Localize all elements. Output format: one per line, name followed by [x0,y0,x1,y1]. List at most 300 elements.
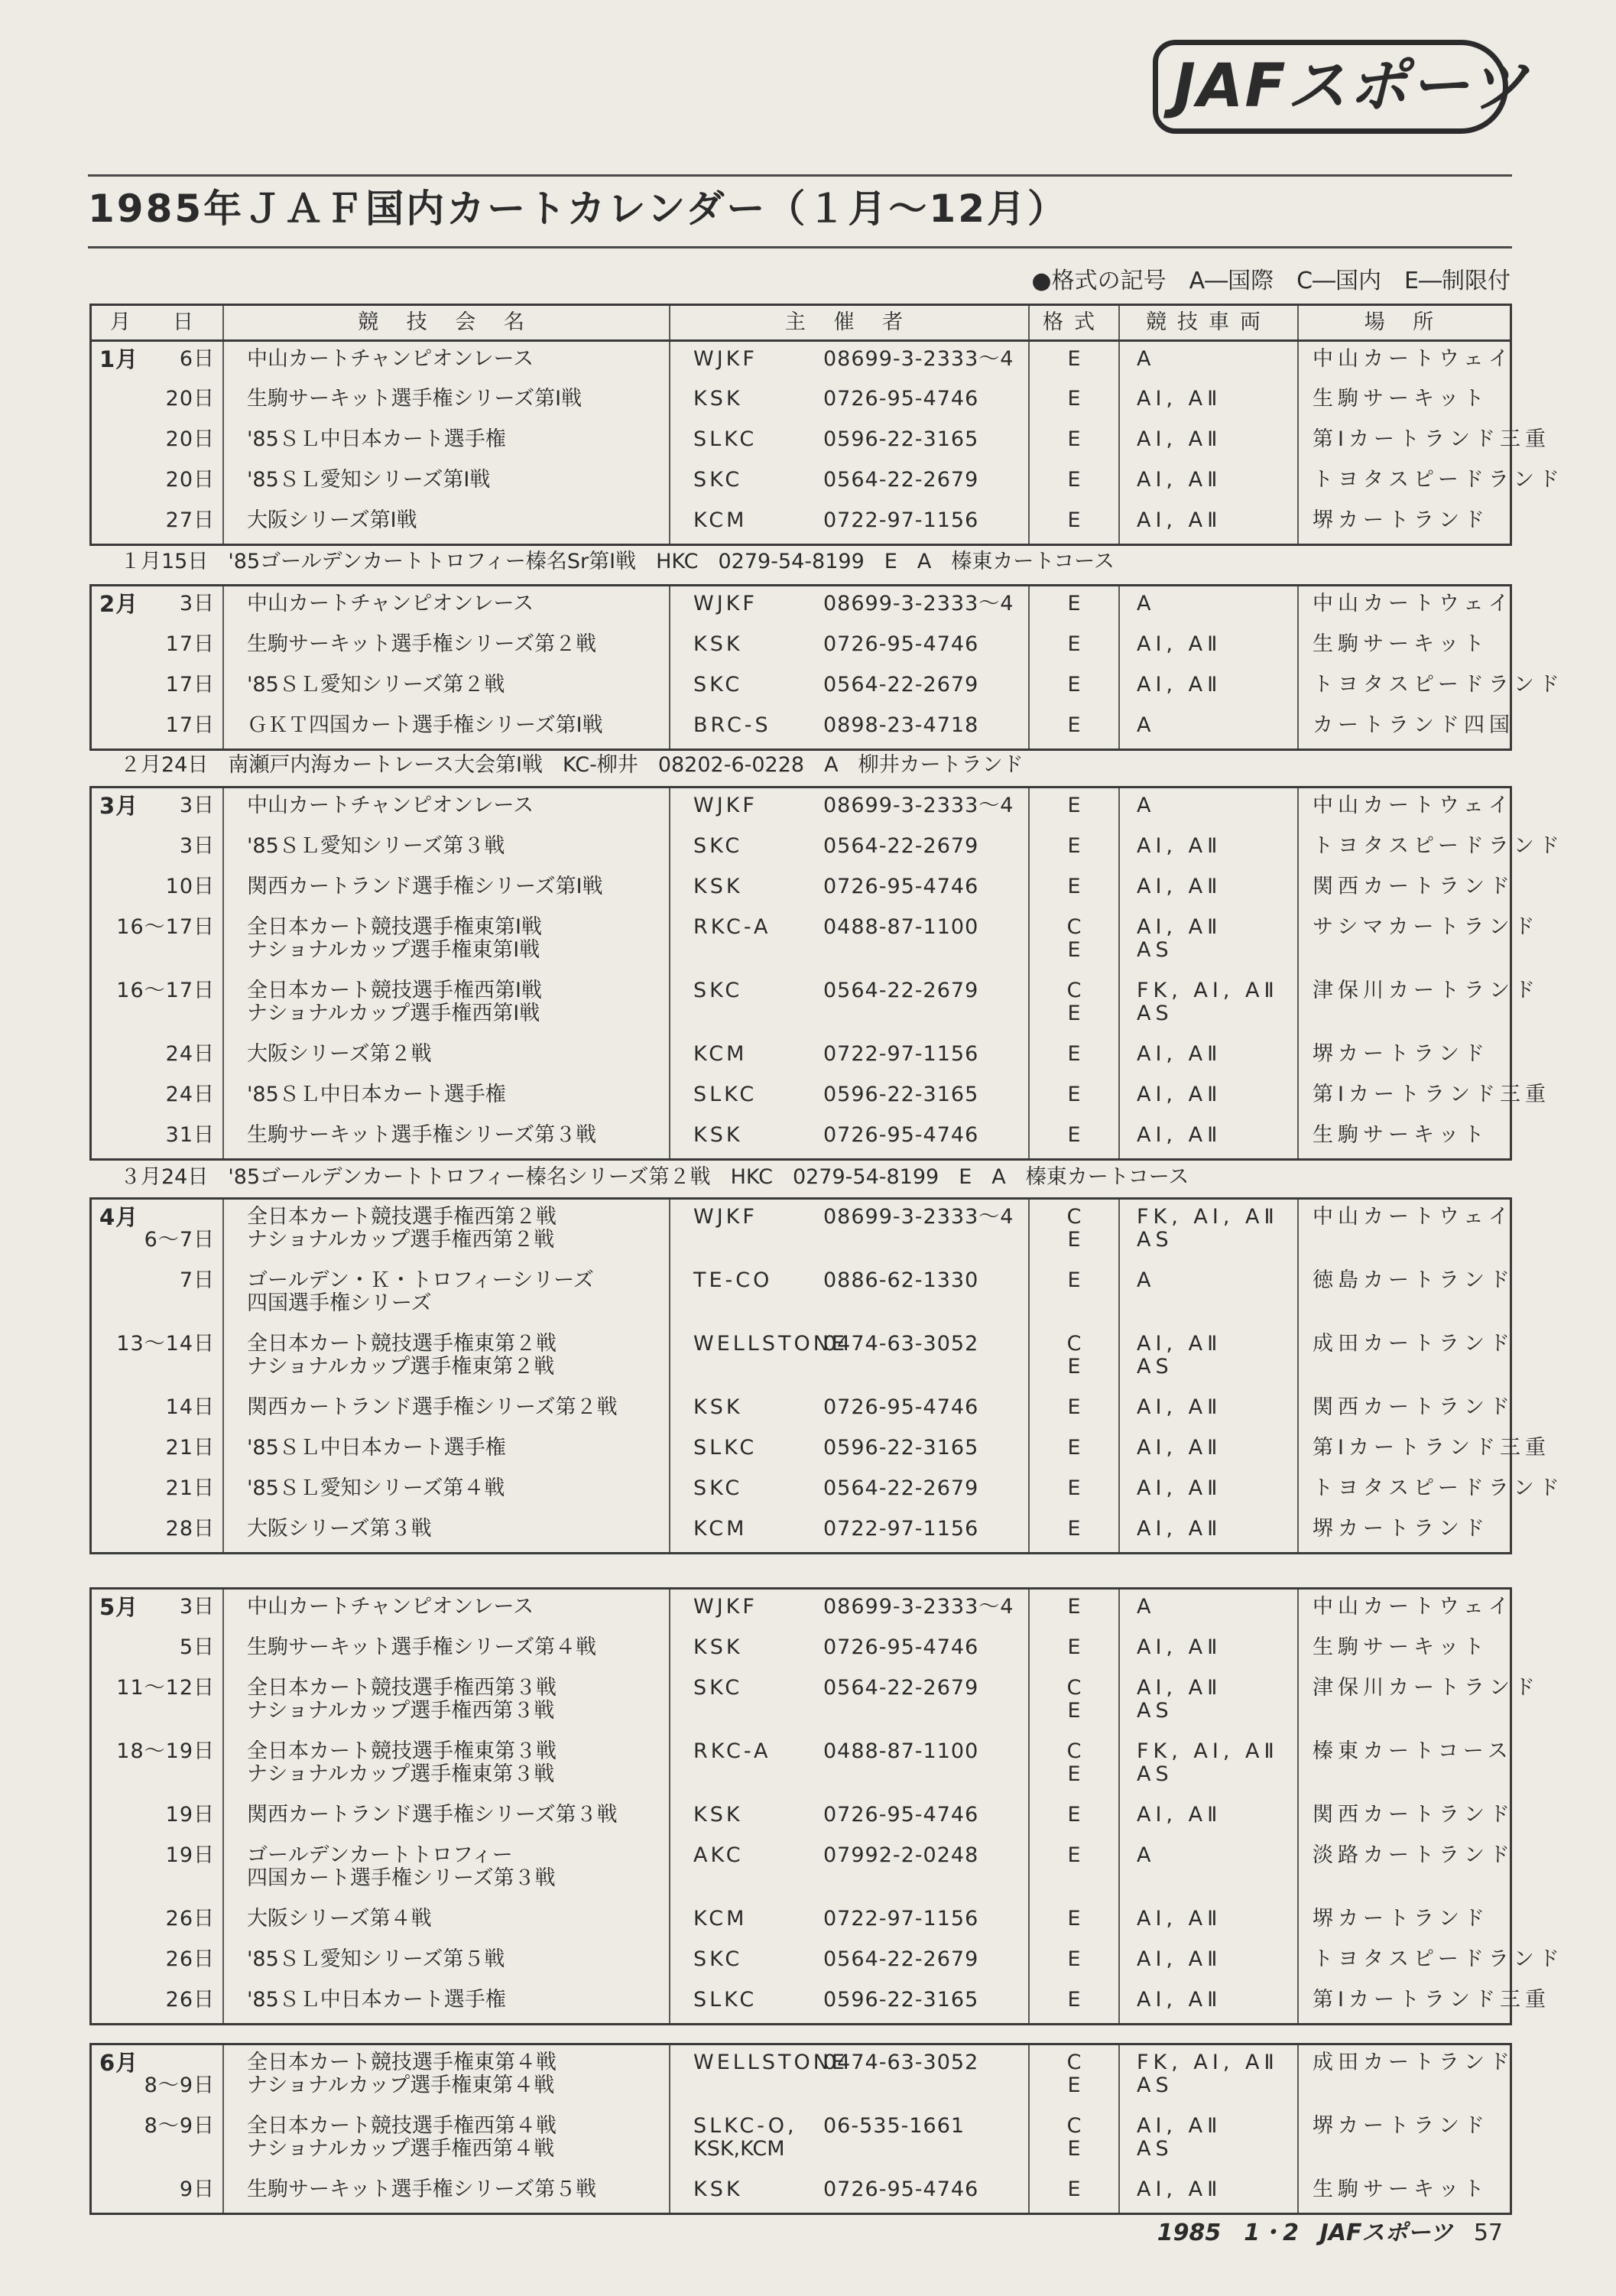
vehicle-cell [1119,1390,1298,1431]
event-cell [223,1901,670,1942]
day-label: 17日 [165,673,215,697]
venue-cell [1298,2045,1514,2109]
format-cell [1029,463,1119,503]
event-cell [223,1590,670,1630]
table-row [92,627,1510,667]
note-tel: 0279-54-8199 [718,550,865,573]
format-code: E [1067,2074,1081,2097]
calendar-table [92,1590,1564,2023]
organizer-cell [670,463,1029,503]
organizer-phone: 0596-22-3165 [823,1988,979,2012]
organizer-phone: 0726-95-4746 [823,1395,979,1419]
note-fmt: E [884,550,897,573]
format-code: E [1067,1803,1081,1827]
organizer-name-2: KSK,KCM [693,2137,785,2161]
event-name: 四国選手権シリーズ [247,1291,432,1315]
organizer-phone: 0564-22-2679 [823,467,979,492]
event-name: 四国カート選手権シリーズ第３戦 [247,1866,556,1890]
organizer-cell [670,1671,1029,1734]
organizer-phone: 0596-22-3165 [823,1436,979,1460]
organizer-cell [670,869,1029,910]
venue-name: 中山カートウェイ [1313,794,1514,817]
venue-cell [1298,1263,1514,1327]
date-cell [92,2045,223,2109]
format-cell [1029,667,1119,708]
organizer-name: AKC [693,1843,744,1867]
vehicle-class: A [1137,347,1156,371]
table-row [92,382,1510,422]
vehicle-cell [1119,1590,1298,1630]
event-cell [223,382,670,422]
day-label: 16〜17日 [116,979,215,1002]
organizer-phone: 0898-23-4718 [823,713,979,737]
format-code: E [1067,1517,1081,1541]
day-label: 8〜9日 [144,2114,215,2138]
format-code: E [1067,467,1081,492]
vehicle-cell [1119,1734,1298,1798]
format-cell [1029,422,1119,463]
vehicle-class: AS [1137,1228,1173,1252]
month-label: 4月 [99,1204,139,1230]
venue-cell [1298,503,1510,544]
vehicle-class: AS [1137,1762,1173,1786]
organizer-phone: 0726-95-4746 [823,2177,979,2201]
header-row [92,306,1510,341]
venue-cell [1298,463,1564,503]
date-cell [92,829,223,869]
note-date: ２月24日 [120,753,209,777]
venue-cell [1298,1671,1540,1734]
venue-cell [1298,586,1514,627]
venue-name: 堺カートランド [1313,1907,1489,1931]
vehicle-cell [1119,2172,1298,2213]
event-cell [223,910,670,973]
event-cell [223,1734,670,1798]
organizer-cell [670,2045,1029,2109]
calendar-table [92,586,1564,749]
vehicle-class: AⅠ, AⅡ [1137,427,1222,451]
day-label: 17日 [165,713,215,737]
organizer-name: SKC [693,467,743,492]
venue-cell [1298,910,1540,973]
organizer-cell [670,2172,1029,2213]
organizer-name: KSK [693,2177,743,2201]
table-row [92,1983,1510,2023]
format-code: E [1067,1843,1081,1867]
vehicle-cell [1119,503,1298,544]
vehicle-class: FK, AⅠ, AⅡ [1137,2051,1279,2074]
organizer-phone: 0722-97-1156 [823,1907,979,1931]
table-row [92,503,1510,544]
venue-cell [1298,2109,1510,2172]
format-cell [1029,1118,1119,1158]
event-cell [223,627,670,667]
date-cell [92,1263,223,1327]
day-label: 28日 [165,1517,215,1541]
event-name: 全日本カート競技選手権西第４戦 [247,2114,557,2138]
organizer-cell [670,1471,1029,1512]
organizer-cell [670,1734,1029,1798]
vehicle-cell [1119,1838,1298,1901]
format-cell [1029,1983,1119,2023]
day-label: 19日 [165,1803,215,1827]
organizer-name: SKC [693,673,743,697]
vehicle-cell [1119,1471,1298,1512]
event-cell [223,2172,670,2213]
event-cell [223,1263,670,1327]
organizer-phone: 08699-3-2333〜4 [823,347,1014,371]
organizer-cell [670,586,1029,627]
event-name: ゴールデン・Ｋ・トロフィーシリーズ [247,1268,594,1292]
format-cell [1029,341,1119,382]
date-cell [92,1200,223,1263]
date-cell [92,910,223,973]
date-cell [92,1077,223,1118]
day-label: 14日 [165,1395,215,1419]
venue-cell [1298,422,1550,463]
event-name: ナショナルカップ選手権東第２戦 [247,1355,555,1379]
format-cell [1029,382,1119,422]
organizer-name: RKC-A [693,915,771,939]
organizer-name: KCM [693,1042,748,1066]
format-code: E [1067,938,1081,962]
note-fmt: A [824,753,839,777]
header-venue: 場 所 [1298,306,1510,341]
organizer-name: WJKF [693,347,758,371]
organizer-phone: 0726-95-4746 [823,632,979,656]
table-row [92,1037,1510,1077]
organizer-name: SKC [693,1947,743,1971]
organizer-cell [670,1077,1029,1118]
venue-name: 堺カートランド [1313,2114,1489,2138]
event-name: ナショナルカップ選手権東第Ⅰ戦 [247,938,540,962]
venue-cell [1298,1901,1510,1942]
date-cell [92,341,223,382]
day-label: 26日 [165,1947,215,1971]
venue-name: 生駒サーキット [1313,1635,1489,1659]
table-row [92,341,1510,382]
organizer-phone: 0886-62-1330 [823,1268,979,1292]
venue-name: 堺カートランド [1313,508,1489,532]
format-code: E [1067,1083,1081,1106]
calendar-block [89,786,1564,1161]
day-label: 9日 [179,2177,215,2201]
vehicle-class: AⅠ, AⅡ [1137,673,1222,697]
organizer-cell [670,2109,1029,2172]
vehicle-class: AⅠ, AⅡ [1137,2114,1222,2138]
organizer-phone: 0726-95-4746 [823,386,979,411]
organizer-name: SKC [693,834,743,858]
vehicle-class: AⅠ, AⅡ [1137,1083,1222,1106]
venue-cell [1298,1077,1550,1118]
format-code: E [1067,1395,1081,1419]
date-cell [92,1983,223,2023]
vehicle-class: AⅠ, AⅡ [1137,632,1222,656]
event-name: '85ＳＬ中日本カート選手権 [247,1083,506,1106]
day-label: 24日 [165,1042,215,1066]
venue-name: 中山カートウェイ [1313,1205,1514,1229]
organizer-phone: 0488-87-1100 [823,1739,979,1763]
month-label: 2月 [99,591,139,617]
date-cell [92,1118,223,1158]
format-cell [1029,2109,1119,2172]
date-cell [92,667,223,708]
day-label: 27日 [165,508,215,532]
organizer-phone: 0564-22-2679 [823,1676,979,1700]
organizer-name: KCM [693,508,748,532]
table-row [92,1798,1510,1838]
venue-cell [1298,788,1514,829]
organizer-phone: 08699-3-2333〜4 [823,1205,1014,1229]
header-date: 月 日 [92,306,223,341]
format-cell [1029,1590,1119,1630]
event-cell [223,1390,670,1431]
organizer-phone: 0596-22-3165 [823,427,979,451]
venue-name: カートランド四国 [1313,713,1514,737]
table-row [92,1734,1510,1798]
format-cell [1029,1200,1119,1263]
format-cell [1029,1390,1119,1431]
vehicle-cell [1119,1118,1298,1158]
table-row [92,586,1510,627]
event-cell [223,503,670,544]
format-code: E [1067,1476,1081,1500]
event-name: 中山カートチャンピオンレース [247,1595,534,1619]
vehicle-class: AⅠ, AⅡ [1137,1907,1222,1931]
event-cell [223,1671,670,1734]
organizer-cell [670,341,1029,382]
format-code: C [1066,2114,1082,2138]
organizer-phone: 0726-95-4746 [823,1123,979,1147]
organizer-name: KSK [693,1635,743,1659]
venue-name: 堺カートランド [1313,1042,1489,1066]
organizer-name: KCM [693,1907,748,1931]
organizer-name: KSK [693,875,743,898]
format-code: C [1066,1332,1082,1356]
event-name: 中山カートチャンピオンレース [247,794,534,817]
table-row [92,788,1510,829]
table-row [92,1590,1510,1630]
header-organizer: 主 催 者 [670,306,1029,341]
event-name: '85ＳＬ中日本カート選手権 [247,1988,506,2012]
date-cell [92,627,223,667]
event-name: 大阪シリーズ第３戦 [247,1517,432,1541]
event-cell [223,1118,670,1158]
format-code: E [1067,834,1081,858]
vehicle-cell [1119,1901,1298,1942]
event-cell [223,1512,670,1552]
vehicle-class: A [1137,1595,1156,1619]
vehicle-class: AⅠ, AⅡ [1137,834,1222,858]
format-code: C [1066,1739,1082,1763]
table-row [92,1512,1510,1552]
day-label: 8〜9日 [144,2074,215,2097]
header-format: 格式 [1029,306,1119,341]
format-code: E [1067,1699,1081,1723]
date-cell [92,1512,223,1552]
event-name: 中山カートチャンピオンレース [247,592,534,615]
date-cell [92,869,223,910]
day-label: 26日 [165,1907,215,1931]
vehicle-cell [1119,422,1298,463]
vehicle-cell [1119,1263,1298,1327]
date-cell [92,1630,223,1671]
vehicle-cell [1119,910,1298,973]
vehicle-class: AS [1137,1355,1173,1379]
format-code: E [1067,1907,1081,1931]
organizer-cell [670,667,1029,708]
vehicle-cell [1119,586,1298,627]
date-cell [92,1734,223,1798]
day-label: 21日 [165,1476,215,1500]
day-label: 3日 [179,794,215,817]
venue-cell [1298,1590,1514,1630]
format-cell [1029,1734,1119,1798]
event-cell [223,667,670,708]
venue-name: 津保川カートランド [1313,1676,1540,1700]
vehicle-class: AⅠ, AⅡ [1137,1395,1222,1419]
date-cell [92,2109,223,2172]
organizer-cell [670,1431,1029,1471]
format-cell [1029,973,1119,1037]
venue-cell [1298,869,1514,910]
vehicle-cell [1119,1983,1298,2023]
table-row [92,1630,1510,1671]
organizer-name: RKC-A [693,1739,771,1763]
organizer-cell [670,788,1029,829]
venue-name: 生駒サーキット [1313,2177,1489,2201]
venue-name: 生駒サーキット [1313,632,1489,656]
organizer-name: BRC-S [693,713,771,737]
organizer-name: WJKF [693,592,758,615]
format-cell [1029,1838,1119,1901]
event-name: 全日本カート競技選手権西第Ⅰ戦 [247,979,542,1002]
table-row [92,463,1510,503]
magazine-logo [1153,40,1530,134]
organizer-phone: 08699-3-2333〜4 [823,794,1014,817]
vehicle-cell [1119,1942,1298,1983]
venue-name: 中山カートウェイ [1313,1595,1514,1619]
note-date: １月15日 [120,550,209,573]
note-tel: 0279-54-8199 [792,1165,939,1189]
vehicle-class: FK, AⅠ, AⅡ [1137,1205,1279,1229]
note-org: HKC [730,1165,773,1189]
format-cell [1029,1471,1119,1512]
day-label: 3日 [179,592,215,615]
vehicle-cell [1119,1077,1298,1118]
day-label: 13〜14日 [116,1332,215,1356]
organizer-cell [670,1798,1029,1838]
header-event: 競 技 会 名 [223,306,670,341]
table-row [92,1942,1510,1983]
organizer-cell [670,829,1029,869]
organizer-phone: 0474-63-3052 [823,1332,979,1356]
date-cell [92,788,223,829]
vehicle-cell [1119,1671,1298,1734]
day-label: 6日 [179,347,215,371]
event-cell [223,2045,670,2109]
format-cell [1029,2172,1119,2213]
venue-cell [1298,1838,1514,1901]
venue-cell [1298,1390,1514,1431]
vehicle-class: A [1137,1843,1156,1867]
vehicle-class: AⅠ, AⅡ [1137,1947,1222,1971]
venue-cell [1298,2172,1510,2213]
format-cell [1029,2045,1119,2109]
venue-cell [1298,667,1564,708]
venue-name: 生駒サーキット [1313,386,1489,411]
vehicle-cell [1119,463,1298,503]
organizer-name: SLKC-O, [693,2114,797,2138]
calendar-table [92,1200,1564,1552]
format-code: C [1066,1205,1082,1229]
organizer-cell [670,1512,1029,1552]
event-name: 生駒サーキット選手権シリーズ第Ⅰ戦 [247,386,582,411]
organizer-cell [670,1590,1029,1630]
organizer-cell [670,1263,1029,1327]
organizer-cell [670,1327,1029,1390]
organizer-name: WJKF [693,794,758,817]
vehicle-class: AS [1137,2137,1173,2161]
calendar-block [89,2043,1512,2215]
venue-name: 成田カートランド [1313,1332,1514,1356]
organizer-phone: 0722-97-1156 [823,1042,979,1066]
event-name: '85ＳＬ愛知シリーズ第２戦 [247,673,505,697]
event-cell [223,1983,670,2023]
organizer-cell [670,910,1029,973]
calendar-block [89,1197,1564,1554]
day-label: 11〜12日 [116,1676,215,1700]
vehicle-class: AⅠ, AⅡ [1137,2177,1222,2201]
table-row [92,708,1510,749]
organizer-phone: 0564-22-2679 [823,1476,979,1500]
event-name: '85ＳＬ愛知シリーズ第５戦 [247,1947,505,1971]
vehicle-class: A [1137,592,1156,615]
day-label: 5日 [179,1635,215,1659]
vehicle-cell [1119,1798,1298,1838]
format-cell [1029,829,1119,869]
date-cell [92,1798,223,1838]
note-event: '85ゴールデンカートトロフィー榛名Sr第Ⅰ戦 [228,550,637,573]
venue-cell [1298,1200,1514,1263]
event-name: 全日本カート競技選手権西第３戦 [247,1676,557,1700]
format-cell [1029,910,1119,973]
vehicle-cell [1119,2109,1298,2172]
table-row [92,1327,1510,1390]
month-label: 6月 [99,2050,139,2076]
format-code: E [1067,2177,1081,2201]
day-label: 20日 [165,386,215,411]
event-name: '85ＳＬ愛知シリーズ第Ⅰ戦 [247,467,491,492]
organizer-phone: 0564-22-2679 [823,834,979,858]
event-name: ナショナルカップ選手権西第４戦 [247,2137,555,2161]
organizer-name: KSK [693,1803,743,1827]
vehicle-class: AⅠ, AⅡ [1137,1635,1222,1659]
organizer-name: WELLSTONE [693,1332,848,1356]
date-cell [92,1471,223,1512]
venue-name: トヨタスピードランド [1313,1476,1564,1500]
format-code: E [1067,1988,1081,2012]
date-cell [92,1590,223,1630]
venue-cell [1298,1512,1510,1552]
event-cell [223,973,670,1037]
event-name: '85ＳＬ中日本カート選手権 [247,427,506,451]
table-row [92,869,1510,910]
venue-cell [1298,973,1540,1037]
organizer-name: KSK [693,632,743,656]
format-cell [1029,1263,1119,1327]
format-code: E [1067,427,1081,451]
